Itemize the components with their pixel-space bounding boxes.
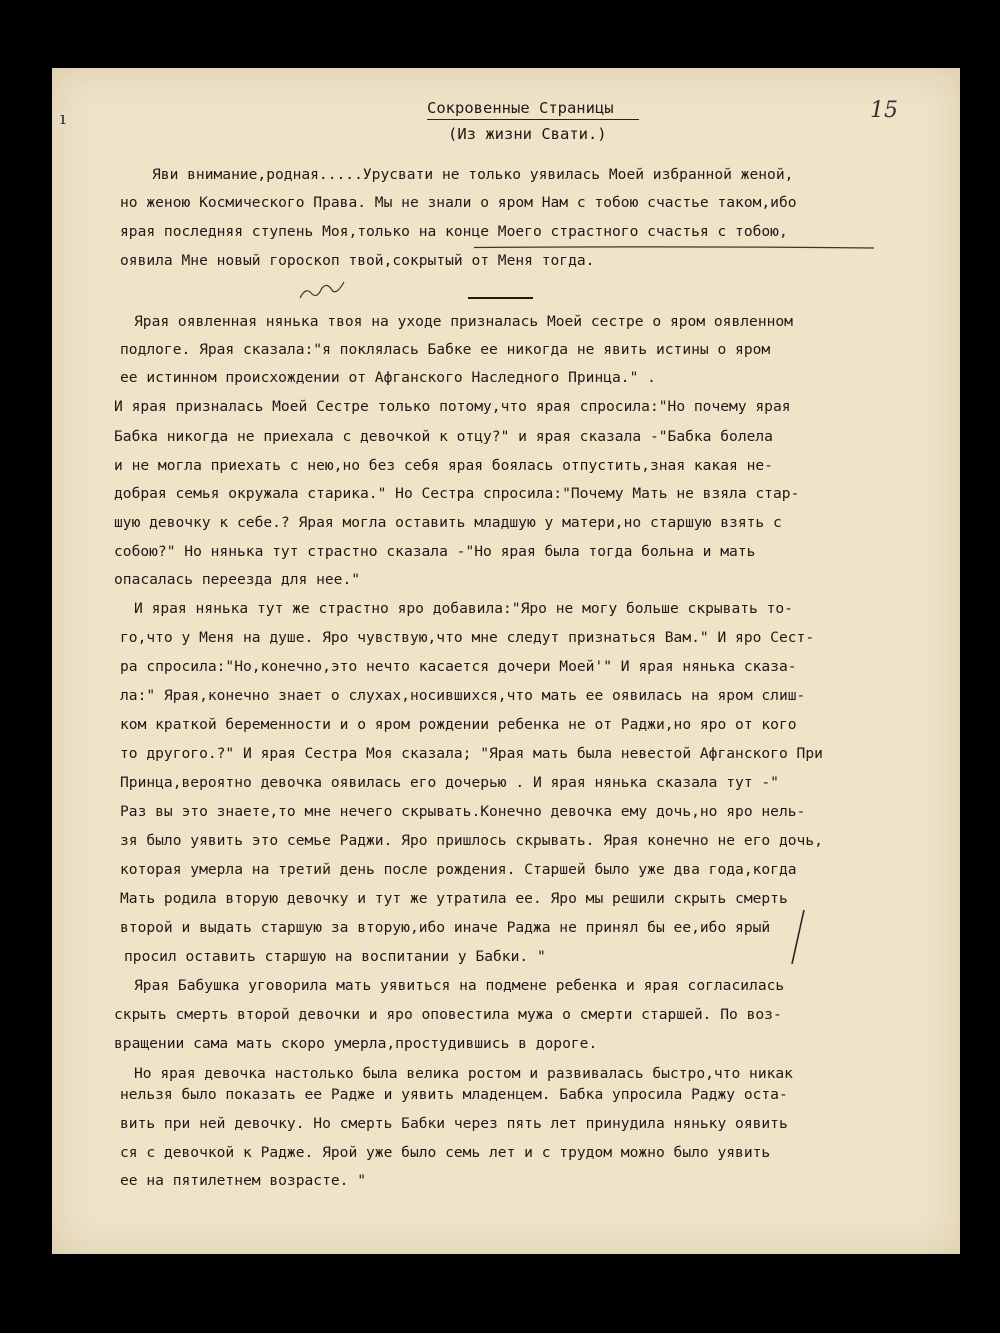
text-line: оявила Мне новый гороскоп твой,сокрытый от Меня тогда. — [120, 252, 595, 269]
page-subtitle: (Из жизни Свати.) — [448, 125, 607, 143]
text-line: ся с девочкой к Радже. Ярой уже было семь лет и с трудом можно было уявить — [120, 1144, 771, 1161]
handwritten-slash — [782, 908, 817, 966]
text-line: которая умерла на третий день после рождения. Старшей было уже два года,когда — [120, 861, 797, 878]
text-line: но женою Космического Права. Мы не знали о яром Нам с тобою счастье таком,ибо — [120, 194, 797, 211]
typewritten-page — [52, 68, 960, 1254]
handwritten-correction — [292, 276, 352, 306]
text-line: и не могла приехать с нею,но без себя ярая боялась отпустить,зная какая не- — [114, 457, 773, 474]
text-line: скрыть смерть второй девочки и яро оповестила мужа о смерти старшей. По воз- — [114, 1006, 782, 1023]
text-line: нельзя было показать ее Радже и уявить младенцем. Бабка упросила Раджу оста- — [120, 1086, 788, 1103]
page-title: Сокровенные Страницы — [427, 99, 614, 117]
text-line: И ярая нянька тут же страстно яро добавила:"Яро не могу больше скрывать то- — [134, 600, 793, 617]
title-underline — [427, 119, 639, 120]
text-line: го,что у Меня на душе. Яро чувствую,что мне следут признаться Вам." И яро Сест- — [120, 629, 815, 646]
page-number: 15 — [870, 98, 898, 123]
text-line: зя было уявить это семье Раджи. Яро пришлось скрывать. Ярая конечно не его дочь, — [120, 832, 823, 849]
text-line: Мать родила вторую девочку и тут же утратила ее. Яро мы решили скрыть смерть — [120, 890, 788, 907]
text-line: опасалась переезда для нее." — [114, 571, 361, 588]
text-line: ярая последняя ступень Моя,только на конце Моего страстного счастья с тобою, — [120, 223, 788, 240]
text-line: ком краткой беременности и о яром рождении ребенка не от Раджи,но яро от кого — [120, 716, 797, 733]
text-line: шую девочку к себе.? Ярая могла оставить младшую у матери,но старшую взять с — [114, 514, 782, 531]
text-line: добрая семья окружала старика." Но Сестра спросила:"Почему Мать не взяла стар- — [114, 485, 800, 502]
text-line: то другого.?" И ярая Сестра Моя сказала; "Ярая мать была невестой Афганского При — [120, 745, 823, 762]
margin-mark: ı — [60, 108, 66, 129]
text-line: ее истинном происхождении от Афганского Наследного Принца." . — [120, 369, 656, 386]
pen-underline — [474, 246, 874, 249]
text-line: Принца,вероятно девочка оявилась его дочерью . И ярая нянька сказала тут -" — [120, 774, 779, 791]
text-line: Ярая оявленная нянька твоя на уходе призналась Моей сестре о яром оявленном — [134, 313, 793, 330]
text-line: вить при ней девочку. Но смерть Бабки через пять лет принудила няньку оявить — [120, 1115, 788, 1132]
text-line: собою?" Но нянька тут страстно сказала -"Но ярая была тогда больна и мать — [114, 543, 756, 560]
text-line: второй и выдать старшую за вторую,ибо иначе Раджа не принял бы ее,ибо ярый — [120, 919, 771, 936]
text-line: ла:" Ярая,конечно знает о слухах,носившихся,что мать ее оявилась на яром слиш- — [120, 687, 806, 704]
text-line: Бабка никогда не приехала с девочкой к отцу?" и ярая сказала -"Бабка болела — [114, 428, 773, 445]
text-line: вращении сама мать скоро умерла,простудившись в дороге. — [114, 1035, 598, 1052]
text-line: Но ярая девочка настолько была велика ростом и развивалась быстро,что никак — [134, 1065, 793, 1082]
text-line: И ярая призналась Моей Сестре только потому,что ярая спросила:"Но почему ярая — [114, 398, 791, 415]
text-line: Яви внимание,родная.....Урусвати не только уявилась Моей избранной женой, — [152, 166, 794, 183]
text-line: ра спросила:"Но,конечно,это нечто касается дочери Моей'" И ярая нянька сказа- — [120, 658, 797, 675]
text-line: Раз вы это знаете,то мне нечего скрывать.Конечно девочка ему дочь,но яро нель- — [120, 803, 806, 820]
text-line: просил оставить старшую на воспитании у Бабки. " — [124, 948, 546, 965]
text-line: ее на пятилетнем возрасте. " — [120, 1172, 367, 1189]
text-line: Ярая Бабушка уговорила мать уявиться на подмене ребенка и ярая согласилась — [134, 977, 785, 994]
section-separator — [468, 297, 533, 299]
text-line: подлоге. Ярая сказала:"я поклялась Бабке ее никогда не явить истины о яром — [120, 341, 771, 358]
